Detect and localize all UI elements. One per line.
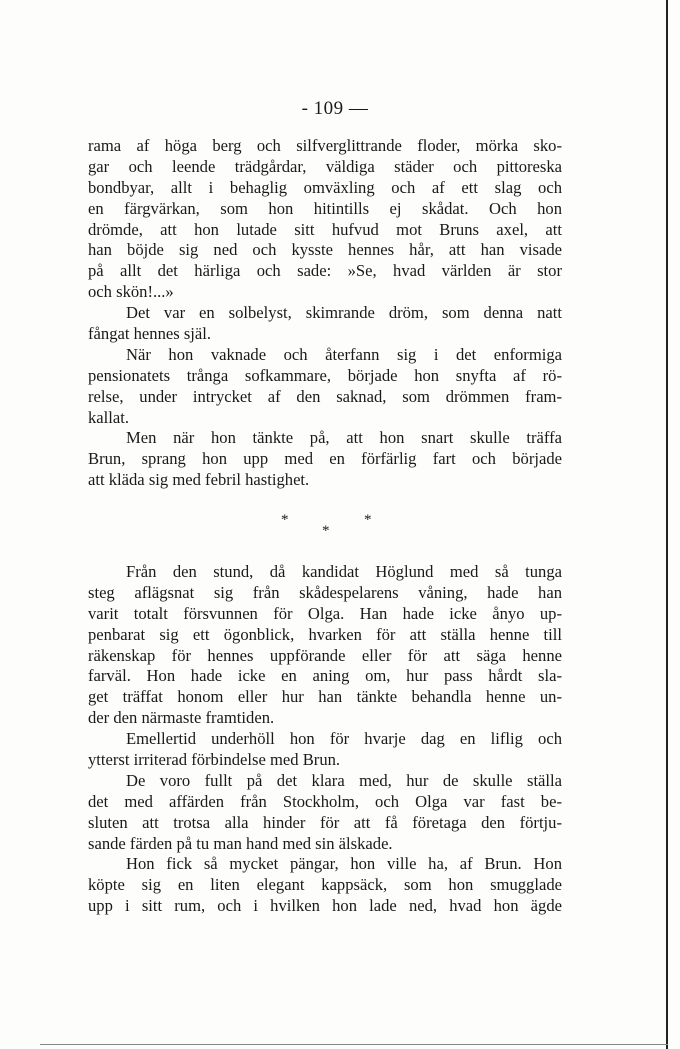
text-line: sluten att trotsa alla hinder för att få företaga den förtju- (88, 812, 562, 832)
text-line: När hon vaknade och återfann sig i det enformiga (126, 344, 562, 364)
text-block-1 (88, 136, 562, 491)
text-line: penbarat sig ett ögonblick, hvarken för att ställa henne till (88, 624, 562, 644)
text-line: bondbyar, allt i behaglig omväxling och af ett slag och (88, 177, 562, 197)
text-line: Men när hon tänkte på, att hon snart skulle träffa (126, 428, 562, 448)
text-line: Det var en solbelyst, skimrande dröm, som denna natt (126, 303, 562, 323)
text-line: gar och leende trädgårdar, väldiga städer och pittoreska (88, 156, 562, 176)
section-break-asterism (0, 512, 680, 542)
page-edge-bottom (40, 1044, 668, 1045)
text-line: köpte sig en liten elegant kappsäck, som hon smugglade (88, 875, 562, 895)
text-line: han böjde sig ned och kysste hennes hår, att han visade (88, 240, 562, 260)
text-line: De voro fullt på det klara med, hur de skulle ställa (126, 770, 562, 790)
asterism-star: * (364, 512, 372, 528)
asterism-star: * (322, 523, 330, 539)
text-line: räkenskap för hennes uppförande eller för att säga henne (88, 645, 562, 665)
text-line: kallat. (88, 407, 130, 427)
text-line: upp i sitt rum, och i hvilken hon lade ned, hvad hon ägde (88, 896, 562, 916)
text-line: Hon fick så mycket pängar, hon ville ha, af Brun. Hon (126, 854, 562, 874)
text-line: en färgvärkan, som hon hitintills ej skådat. Och hon (88, 198, 562, 218)
text-line: att kläda sig med febril hastighet. (88, 470, 310, 490)
text-line: pensionatets trånga sofkammare, började hon snyfta af rö- (88, 365, 562, 385)
text-line: varit totalt försvunnen för Olga. Han hade icke ånyo up- (88, 603, 562, 623)
text-line: rama af höga berg och silfverglittrande floder, mörka sko- (88, 136, 562, 155)
text-line: det med affärden från Stockholm, och Olga var fast be- (88, 791, 562, 811)
text-line: drömde, att hon lutade sitt hufvud mot Bruns axel, att (88, 219, 562, 239)
text-line: Emellertid underhöll hon för hvarje dag en liflig och (126, 729, 562, 749)
asterism-star: * (281, 512, 289, 528)
text-line: ytterst irriterad förbindelse med Brun. (88, 750, 341, 770)
text-line: och skön!...» (88, 282, 174, 302)
text-line: get träffat honom eller hur han tänkte behandla henne un- (88, 687, 562, 707)
text-line: steg aflägsnat sig från skådespelarens våning, hade han (88, 582, 562, 602)
text-line: der den närmaste framtiden. (88, 708, 275, 728)
page-number: - 109 — (301, 98, 369, 119)
text-line: relse, under intrycket af den saknad, som drömmen fram- (88, 386, 562, 406)
text-line: fångat hennes själ. (88, 324, 212, 344)
text-block-2 (88, 562, 562, 917)
text-line: Brun, sprang hon upp med en förfärlig fart och började (88, 449, 562, 469)
text-line: sande färden på tu man hand med sin älskade. (88, 833, 393, 853)
text-line: Från den stund, då kandidat Höglund med så tunga (126, 562, 562, 581)
text-line: på allt det härliga och sade: »Se, hvad världen är stor (88, 261, 562, 281)
text-line: farväl. Hon hade icke en aning om, hur pass hårdt sla- (88, 666, 562, 686)
